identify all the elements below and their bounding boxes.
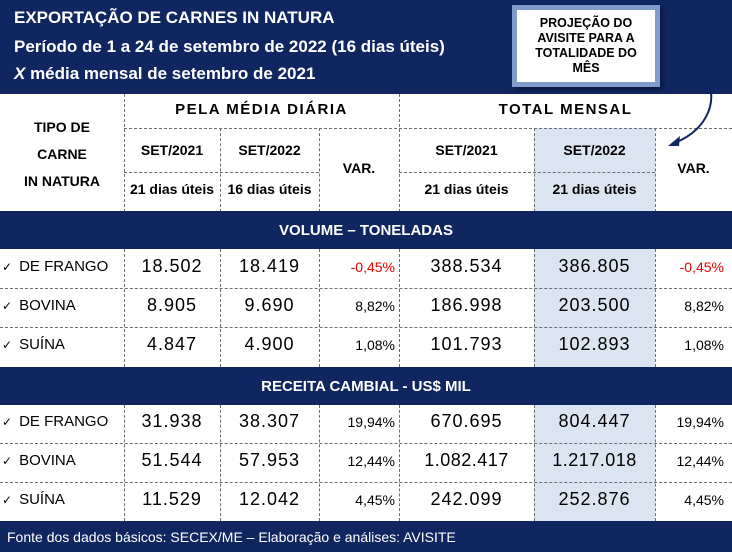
check-icon: ✓ [2,338,13,352]
volume-bovina-total-var: 8,82% [684,298,724,314]
revenue-suina-daily-2022: 12.042 [238,489,301,509]
check-icon: ✓ [2,299,13,313]
group-daily-header: PELA MÉDIA DIÁRIA [175,101,348,118]
type-label-2: CARNE [37,146,87,162]
total-2022-days: 21 dias úteis [552,181,637,197]
daily-set2022-header: SET/2022 [238,142,301,158]
revenue-suina-total-2022: 252.876 [558,489,631,509]
revenue-row-bovina-label: ✓ BOVINA [2,452,76,469]
total-2021-days: 21 dias úteis [424,181,509,197]
comparison-symbol: X [14,64,26,83]
row-divider [0,288,732,289]
revenue-bovina-daily-2021: 51.544 [141,450,203,470]
curved-arrow-icon [660,78,720,150]
header-divider [124,172,319,173]
volume-suina-daily-2022: 4.900 [244,334,295,354]
row-divider [0,327,732,328]
daily-var-header: VAR. [342,160,376,176]
column-divider [319,128,320,212]
group-total-header: TOTAL MENSAL [498,101,633,118]
header-divider [124,128,732,129]
total-var-header: VAR. [677,160,710,176]
comparison-line [14,64,315,84]
revenue-row-suina-label: ✓ SUÍNA [2,491,65,508]
volume-row-frango-label: ✓ DE FRANGO [2,258,109,275]
type-label-1: TIPO DE [33,119,90,135]
row-divider [0,482,732,483]
revenue-frango-total-2021: 670.695 [430,411,503,431]
revenue-suina-daily-var: 4,45% [355,492,395,508]
daily-2021-days: 21 dias úteis [129,181,215,197]
volume-suina-total-var: 1,08% [684,337,724,353]
section-revenue-title: RECEITA CAMBIAL - US$ MIL [261,377,471,395]
projection-callout [512,5,660,87]
row-divider [0,443,732,444]
revenue-suina-daily-2021: 11.529 [142,489,202,509]
check-icon: ✓ [2,493,13,507]
header-divider [399,172,655,173]
volume-frango-total-2022: 386.805 [558,256,631,276]
check-icon: ✓ [2,415,13,429]
column-divider [534,128,535,212]
volume-bovina-total-2021: 186.998 [430,295,503,315]
section-volume-title: VOLUME – TONELADAS [279,221,453,239]
revenue-bovina-total-2022: 1.217.018 [552,450,637,470]
revenue-frango-total-2022: 804.447 [558,411,631,431]
volume-row-bovina-label: ✓ BOVINA [2,297,76,314]
revenue-bovina-daily-2022: 57.953 [238,450,301,470]
comparison-text: média mensal de setembro de 2021 [25,64,316,83]
volume-suina-total-2021: 101.793 [430,334,503,354]
revenue-frango-total-var: 19,94% [676,414,724,430]
revenue-suina-total-var: 4,45% [684,492,724,508]
volume-suina-total-2022: 102.893 [558,334,631,354]
revenue-bovina-total-var: 12,44% [676,453,724,469]
total-set2021-header: SET/2021 [435,142,498,158]
projection-column-header-shade [534,128,655,212]
table-title: EXPORTAÇÃO DE CARNES IN NATURA [14,8,335,27]
check-icon: ✓ [2,454,13,468]
revenue-frango-daily-var: 19,94% [347,414,395,430]
volume-bovina-daily-var: 8,82% [355,298,395,314]
daily-2022-days: 16 dias úteis [227,181,312,197]
column-divider [655,128,656,212]
volume-bovina-total-2022: 203.500 [558,295,631,315]
volume-bovina-daily-2021: 8.905 [146,295,198,315]
volume-frango-total-var: -0,45% [679,259,724,275]
section-revenue-bar [0,367,732,405]
revenue-suina-total-2021: 242.099 [430,489,503,509]
section-volume-bar [0,211,732,249]
revenue-row-frango-label: ✓ DE FRANGO [2,413,109,430]
source-text: Fonte dos dados básicos: SECEX/ME – Elaboração e análises: AVISITE [7,528,456,545]
volume-frango-daily-2022: 18.419 [238,256,301,276]
source-footer [0,521,732,552]
type-label-3: IN NATURA [24,173,100,189]
column-divider [220,128,221,212]
period-line: Período de 1 a 24 de setembro de 2022 (16 dias úteis) [14,37,445,56]
volume-suina-daily-2021: 4.847 [146,334,198,354]
column-divider [124,94,125,212]
column-divider [399,94,400,212]
revenue-frango-daily-2022: 38.307 [238,411,301,431]
daily-set2021-header: SET/2021 [140,142,204,158]
revenue-bovina-total-2021: 1.082.417 [424,450,509,470]
revenue-frango-daily-2021: 31.938 [141,411,203,431]
volume-row-suina-label: ✓ SUÍNA [2,336,65,353]
revenue-bovina-daily-var: 12,44% [347,453,395,469]
volume-suina-daily-var: 1,08% [355,337,395,353]
type-column-header [0,114,124,195]
volume-frango-daily-2021: 18.502 [141,256,203,276]
total-set2022-header: SET/2022 [563,142,626,158]
check-icon: ✓ [2,260,13,274]
volume-bovina-daily-2022: 9.690 [244,295,295,315]
volume-frango-total-2021: 388.534 [430,256,503,276]
projection-note: PROJEÇÃO DO AVISITE PARA A TOTALIDADE DO MÊS [535,16,637,75]
volume-frango-daily-var: -0,45% [350,259,395,275]
